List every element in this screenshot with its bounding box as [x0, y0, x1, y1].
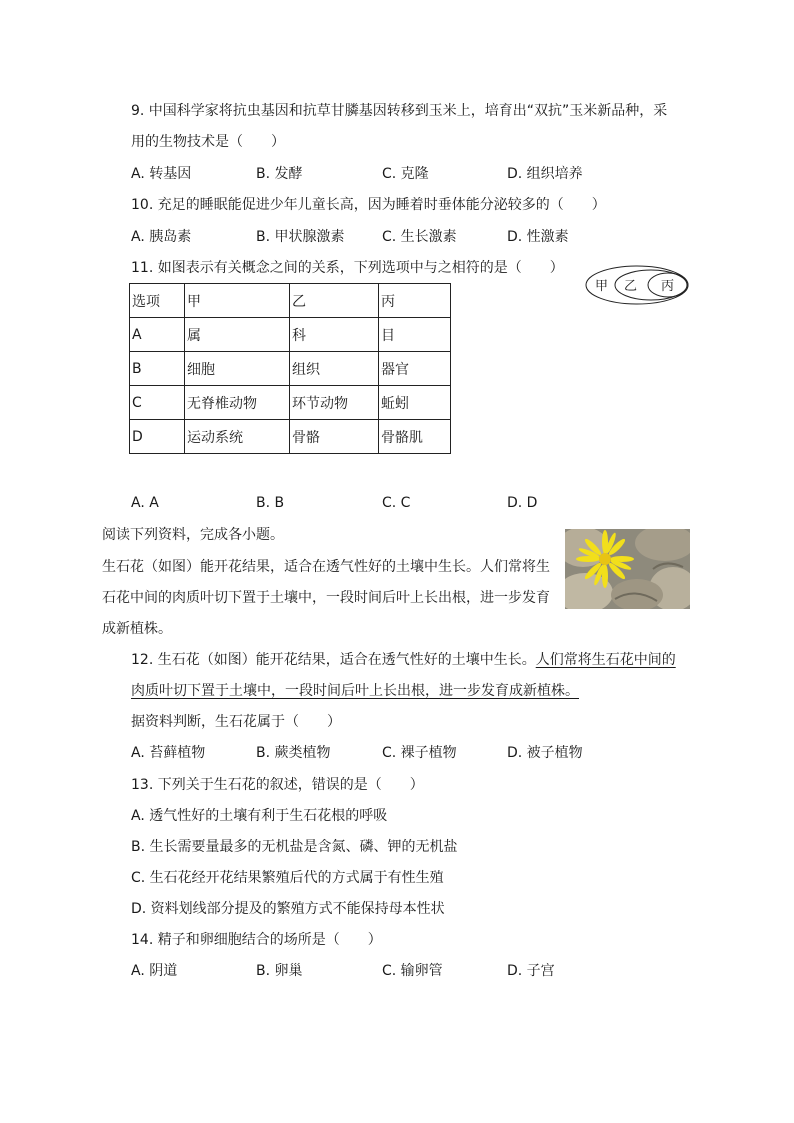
- table-cell: 环节动物: [290, 386, 379, 420]
- q14-option-d: D. 子宫: [507, 963, 555, 979]
- q14-option-a: A. 阴道: [131, 963, 178, 979]
- q12-stem-underlined-2: 肉质叶切下置于土壤中，一段时间后叶上长出根，进一步发育成新植株。: [131, 683, 579, 699]
- q10-option-a: A. 胰岛素: [131, 229, 192, 245]
- q14-option-c: C. 输卵管: [382, 963, 443, 979]
- q12-stem-line2: [131, 681, 579, 701]
- q13-option-d: D. 资料划线部分提及的繁殖方式不能保持母本性状: [131, 901, 445, 917]
- q10-option-c: C. 生长激素: [382, 229, 457, 245]
- table-cell: 器官: [379, 352, 451, 386]
- q13-stem: 13. 下列关于生石花的叙述，错误的是（ ）: [131, 777, 424, 793]
- q12-stem-underlined-1: 人们常将生石花中间的: [535, 652, 676, 668]
- q12-option-a: A. 苔藓植物: [131, 745, 206, 761]
- table-row: [130, 420, 451, 454]
- table-header-cell: 丙: [379, 284, 451, 318]
- table-cell: B: [130, 352, 185, 386]
- table-cell: 目: [379, 318, 451, 352]
- q13-option-c: C. 生石花经开花结果繁殖后代的方式属于有性生殖: [131, 870, 444, 886]
- q9-option-c: C. 克隆: [382, 166, 429, 182]
- table-cell: 科: [290, 318, 379, 352]
- q11-option-c: C. C: [382, 495, 411, 511]
- q10-stem: 10. 充足的睡眠能促进少年儿童长高，因为睡着时垂体能分泌较多的（ ）: [131, 197, 606, 213]
- q9-stem-line2: 用的生物技术是（ ）: [131, 134, 285, 150]
- table-header-cell: 选项: [130, 284, 185, 318]
- q10-option-b: B. 甲状腺激素: [256, 229, 345, 245]
- table-cell: 组织: [290, 352, 379, 386]
- concept-relation-diagram: [584, 264, 692, 306]
- table-header-cell: 乙: [290, 284, 379, 318]
- q13-option-b: B. 生长需要量最多的无机盐是含氮、磷、钾的无机盐: [131, 839, 458, 855]
- q12-option-d: D. 被子植物: [507, 745, 583, 761]
- table-cell: 运动系统: [185, 420, 290, 454]
- label-yi: 乙: [624, 279, 638, 294]
- q12-option-b: B. 蕨类植物: [256, 745, 331, 761]
- q11-stem: 11. 如图表示有关概念之间的关系，下列选项中与之相符的是（ ）: [131, 260, 564, 276]
- q12-stem-line1: [131, 650, 676, 670]
- q12-stem-plain: 12. 生石花（如图）能开花结果，适合在透气性好的土壤中生长。: [131, 652, 536, 668]
- table-cell: 骨骼肌: [379, 420, 451, 454]
- q9-stem-line1: 9. 中国科学家将抗虫基因和抗草甘膦基因转移到玉米上，培育出“双抗”玉米新品种，采: [131, 103, 668, 119]
- table-cell: D: [130, 420, 185, 454]
- label-jia: 甲: [595, 279, 609, 294]
- reading-intro: 阅读下列资料，完成各小题。: [102, 527, 284, 543]
- q11-options-table: [129, 283, 451, 454]
- label-bing: 丙: [661, 279, 675, 294]
- q10-option-d: D. 性激素: [507, 229, 569, 245]
- table-row: [130, 386, 451, 420]
- q11-option-d: D. D: [507, 495, 538, 511]
- table-header-row: [130, 284, 451, 318]
- reading-line2: 石花中间的肉质叶切下置于土壤中，一段时间后叶上长出根，进一步发育: [102, 590, 550, 606]
- table-row: [130, 352, 451, 386]
- table-cell: 蚯蚓: [379, 386, 451, 420]
- table-header-cell: 甲: [185, 284, 290, 318]
- reading-line1: 生石花（如图）能开花结果，适合在透气性好的土壤中生长。人们常将生: [102, 559, 550, 575]
- table-cell: 属: [185, 318, 290, 352]
- table-cell: C: [130, 386, 185, 420]
- table-cell: 骨骼: [290, 420, 379, 454]
- table-row: [130, 318, 451, 352]
- q11-option-b: B. B: [256, 495, 285, 511]
- q14-option-b: B. 卵巢: [256, 963, 303, 979]
- reading-line3: 成新植株。: [102, 621, 172, 637]
- q14-stem: 14. 精子和卵细胞结合的场所是（ ）: [131, 932, 382, 948]
- q11-option-a: A. A: [131, 495, 159, 511]
- q9-option-a: A. 转基因: [131, 166, 192, 182]
- q9-option-d: D. 组织培养: [507, 166, 583, 182]
- q13-option-a: A. 透气性好的土壤有利于生石花根的呼吸: [131, 808, 388, 824]
- q12-prompt: 据资料判断，生石花属于（ ）: [131, 714, 341, 730]
- table-cell: 无脊椎动物: [185, 386, 290, 420]
- lithops-photo: [565, 529, 690, 609]
- table-cell: 细胞: [185, 352, 290, 386]
- q9-option-b: B. 发酵: [256, 166, 303, 182]
- table-cell: A: [130, 318, 185, 352]
- q12-option-c: C. 裸子植物: [382, 745, 457, 761]
